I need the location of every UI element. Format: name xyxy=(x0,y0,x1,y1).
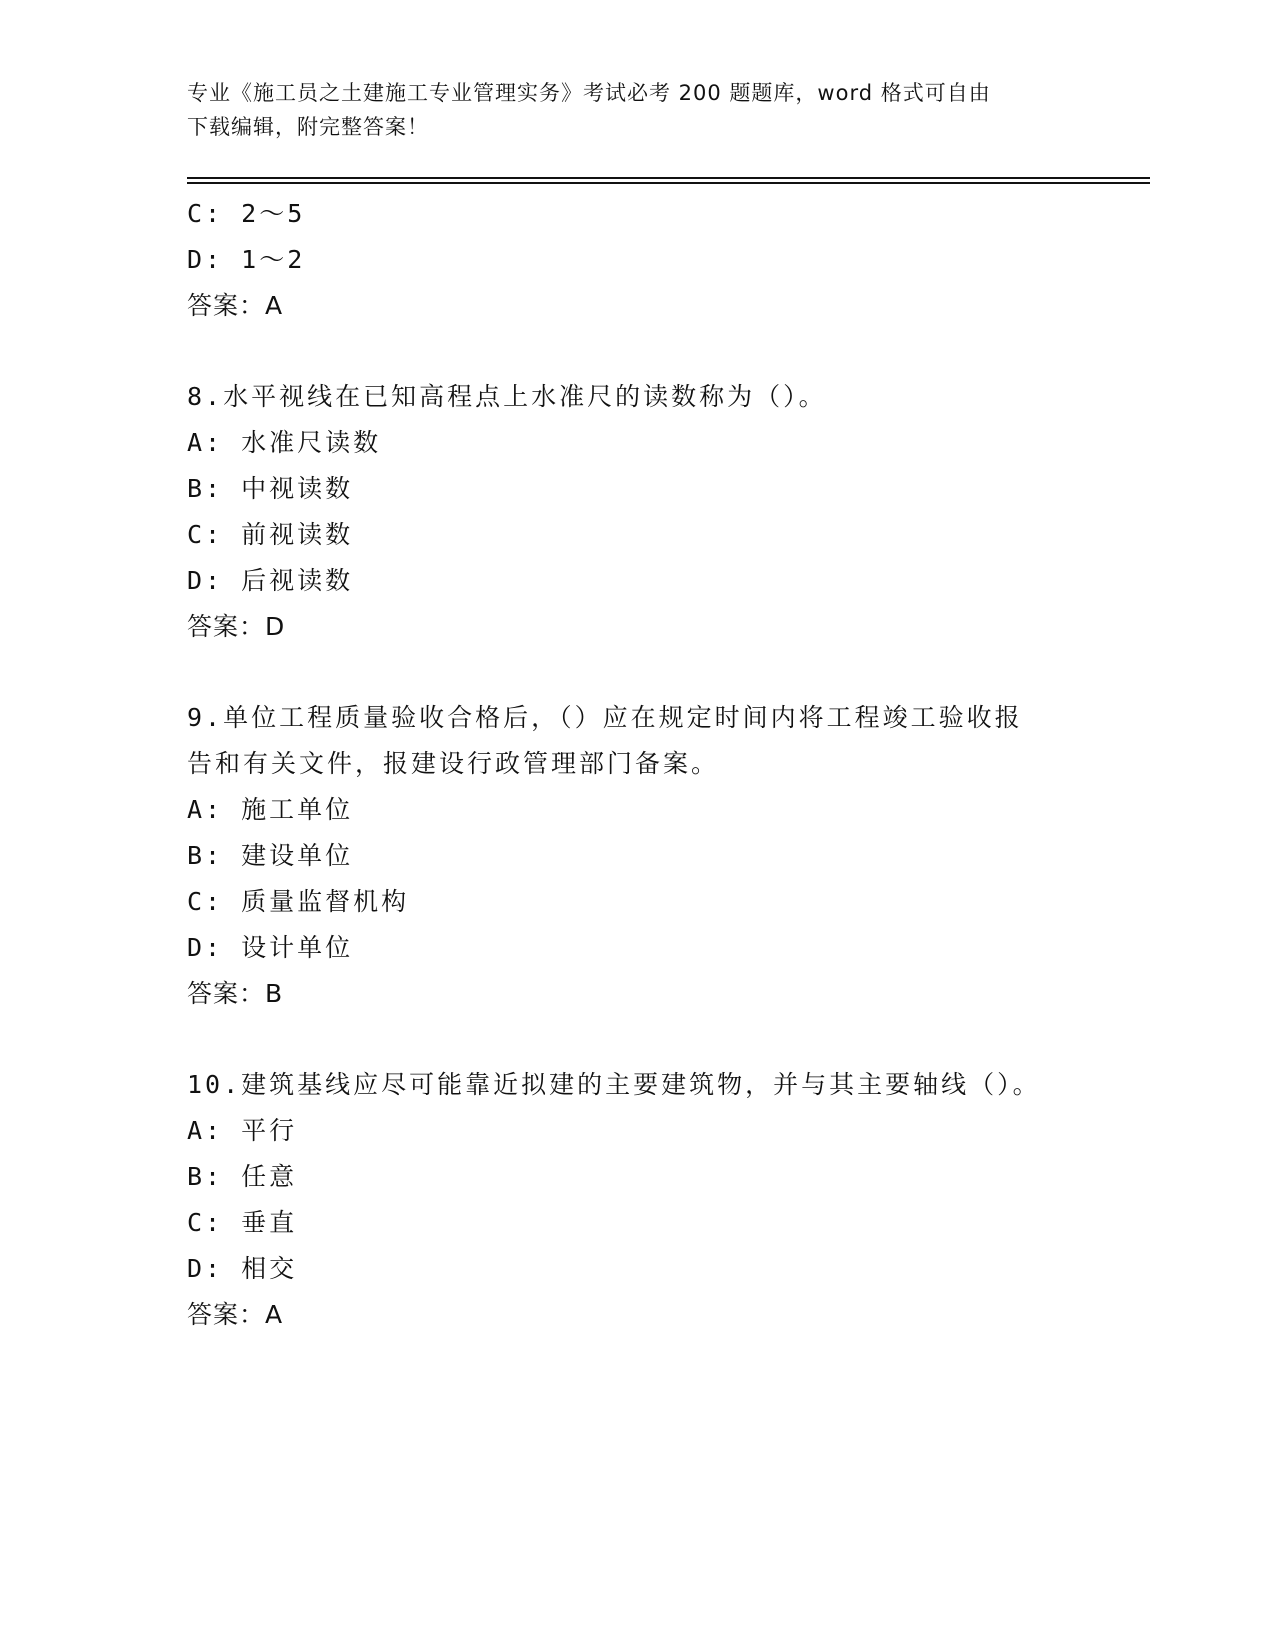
question-content xyxy=(187,191,1087,1338)
q8-option-b: B: 中视读数 xyxy=(187,474,354,503)
header-rule-bottom xyxy=(187,182,1150,184)
q9-stem-line-1: 9.单位工程质量验收合格后，（）应在规定时间内将工程竣工验收报 xyxy=(187,703,1023,732)
q10-option-d: D: 相交 xyxy=(187,1254,298,1283)
q10-option-b: B: 任意 xyxy=(187,1162,298,1191)
q9-option-a: A: 施工单位 xyxy=(187,795,354,824)
q9-option-b: B: 建设单位 xyxy=(187,841,354,870)
q9-answer: 答案：B xyxy=(187,979,284,1008)
q8-answer: 答案：D xyxy=(187,612,286,641)
q10-answer: 答案：A xyxy=(187,1300,284,1329)
question-gap xyxy=(187,650,1087,695)
q9-stem-line-2: 告和有关文件，报建设行政管理部门备案。 xyxy=(187,749,720,778)
q8-option-d: D: 后视读数 xyxy=(187,566,354,595)
prev-option-d: D: 1～2 xyxy=(187,245,306,274)
prev-answer: 答案：A xyxy=(187,291,284,320)
q10-option-c: C: 垂直 xyxy=(187,1208,298,1237)
q10-option-a: A: 平行 xyxy=(187,1116,298,1145)
header-title-line-2: 下载编辑，附完整答案！ xyxy=(187,115,429,139)
document-header xyxy=(187,76,1067,144)
header-rule-top xyxy=(187,177,1150,179)
q8-stem: 8.水平视线在已知高程点上水准尺的读数称为（）。 xyxy=(187,382,827,411)
q8-option-c: C: 前视读数 xyxy=(187,520,354,549)
q8-option-a: A: 水准尺读数 xyxy=(187,428,382,457)
header-title-line-1: 专业《施工员之土建施工专业管理实务》考试必考 200 题题库，word 格式可自由 xyxy=(187,81,991,105)
q9-option-c: C: 质量监督机构 xyxy=(187,887,410,916)
question-gap xyxy=(187,1017,1087,1062)
prev-option-c: C: 2～5 xyxy=(187,199,306,228)
question-gap xyxy=(187,329,1087,374)
q9-option-d: D: 设计单位 xyxy=(187,933,354,962)
q10-stem: 10.建筑基线应尽可能靠近拟建的主要建筑物，并与其主要轴线（）。 xyxy=(187,1070,1041,1099)
